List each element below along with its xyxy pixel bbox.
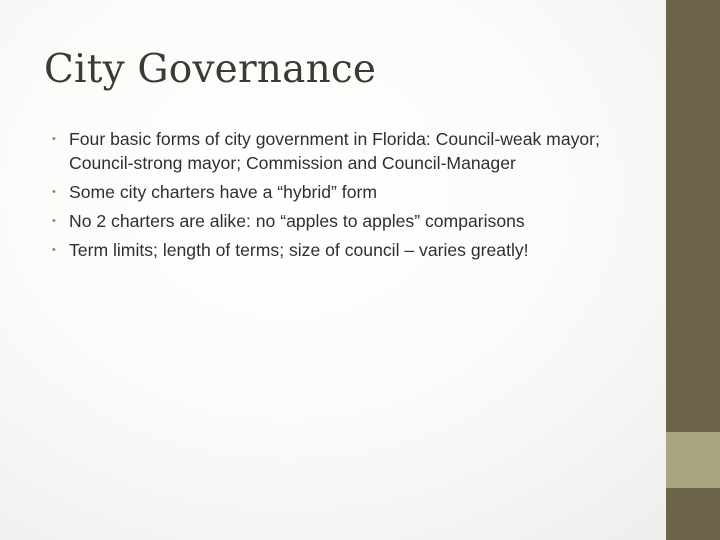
bullet-icon: • [52, 133, 56, 145]
bullet-item [52, 127, 620, 175]
bullet-item [52, 209, 620, 233]
bullet-text: Some city charters have a “hybrid” form [69, 182, 377, 202]
sidebar-decoration-accent [666, 432, 720, 488]
bullet-text: No 2 charters are alike: no “apples to apples” comparisons [69, 211, 525, 231]
bullet-icon: • [52, 244, 56, 256]
bullet-icon: • [52, 186, 56, 198]
bullet-item [52, 238, 620, 262]
bullet-icon: • [52, 215, 56, 227]
slide-title: City Governance [44, 47, 377, 92]
bullet-text: Four basic forms of city government in Florida: Council-weak mayor; Council-strong mayor; Commission and Council-Manager [69, 129, 600, 173]
bullet-text: Term limits; length of terms; size of council – varies greatly! [69, 240, 529, 260]
sidebar-decoration-top [666, 0, 720, 432]
bullet-list [52, 127, 620, 267]
sidebar-decoration-bottom [666, 488, 720, 540]
bullet-item [52, 180, 620, 204]
